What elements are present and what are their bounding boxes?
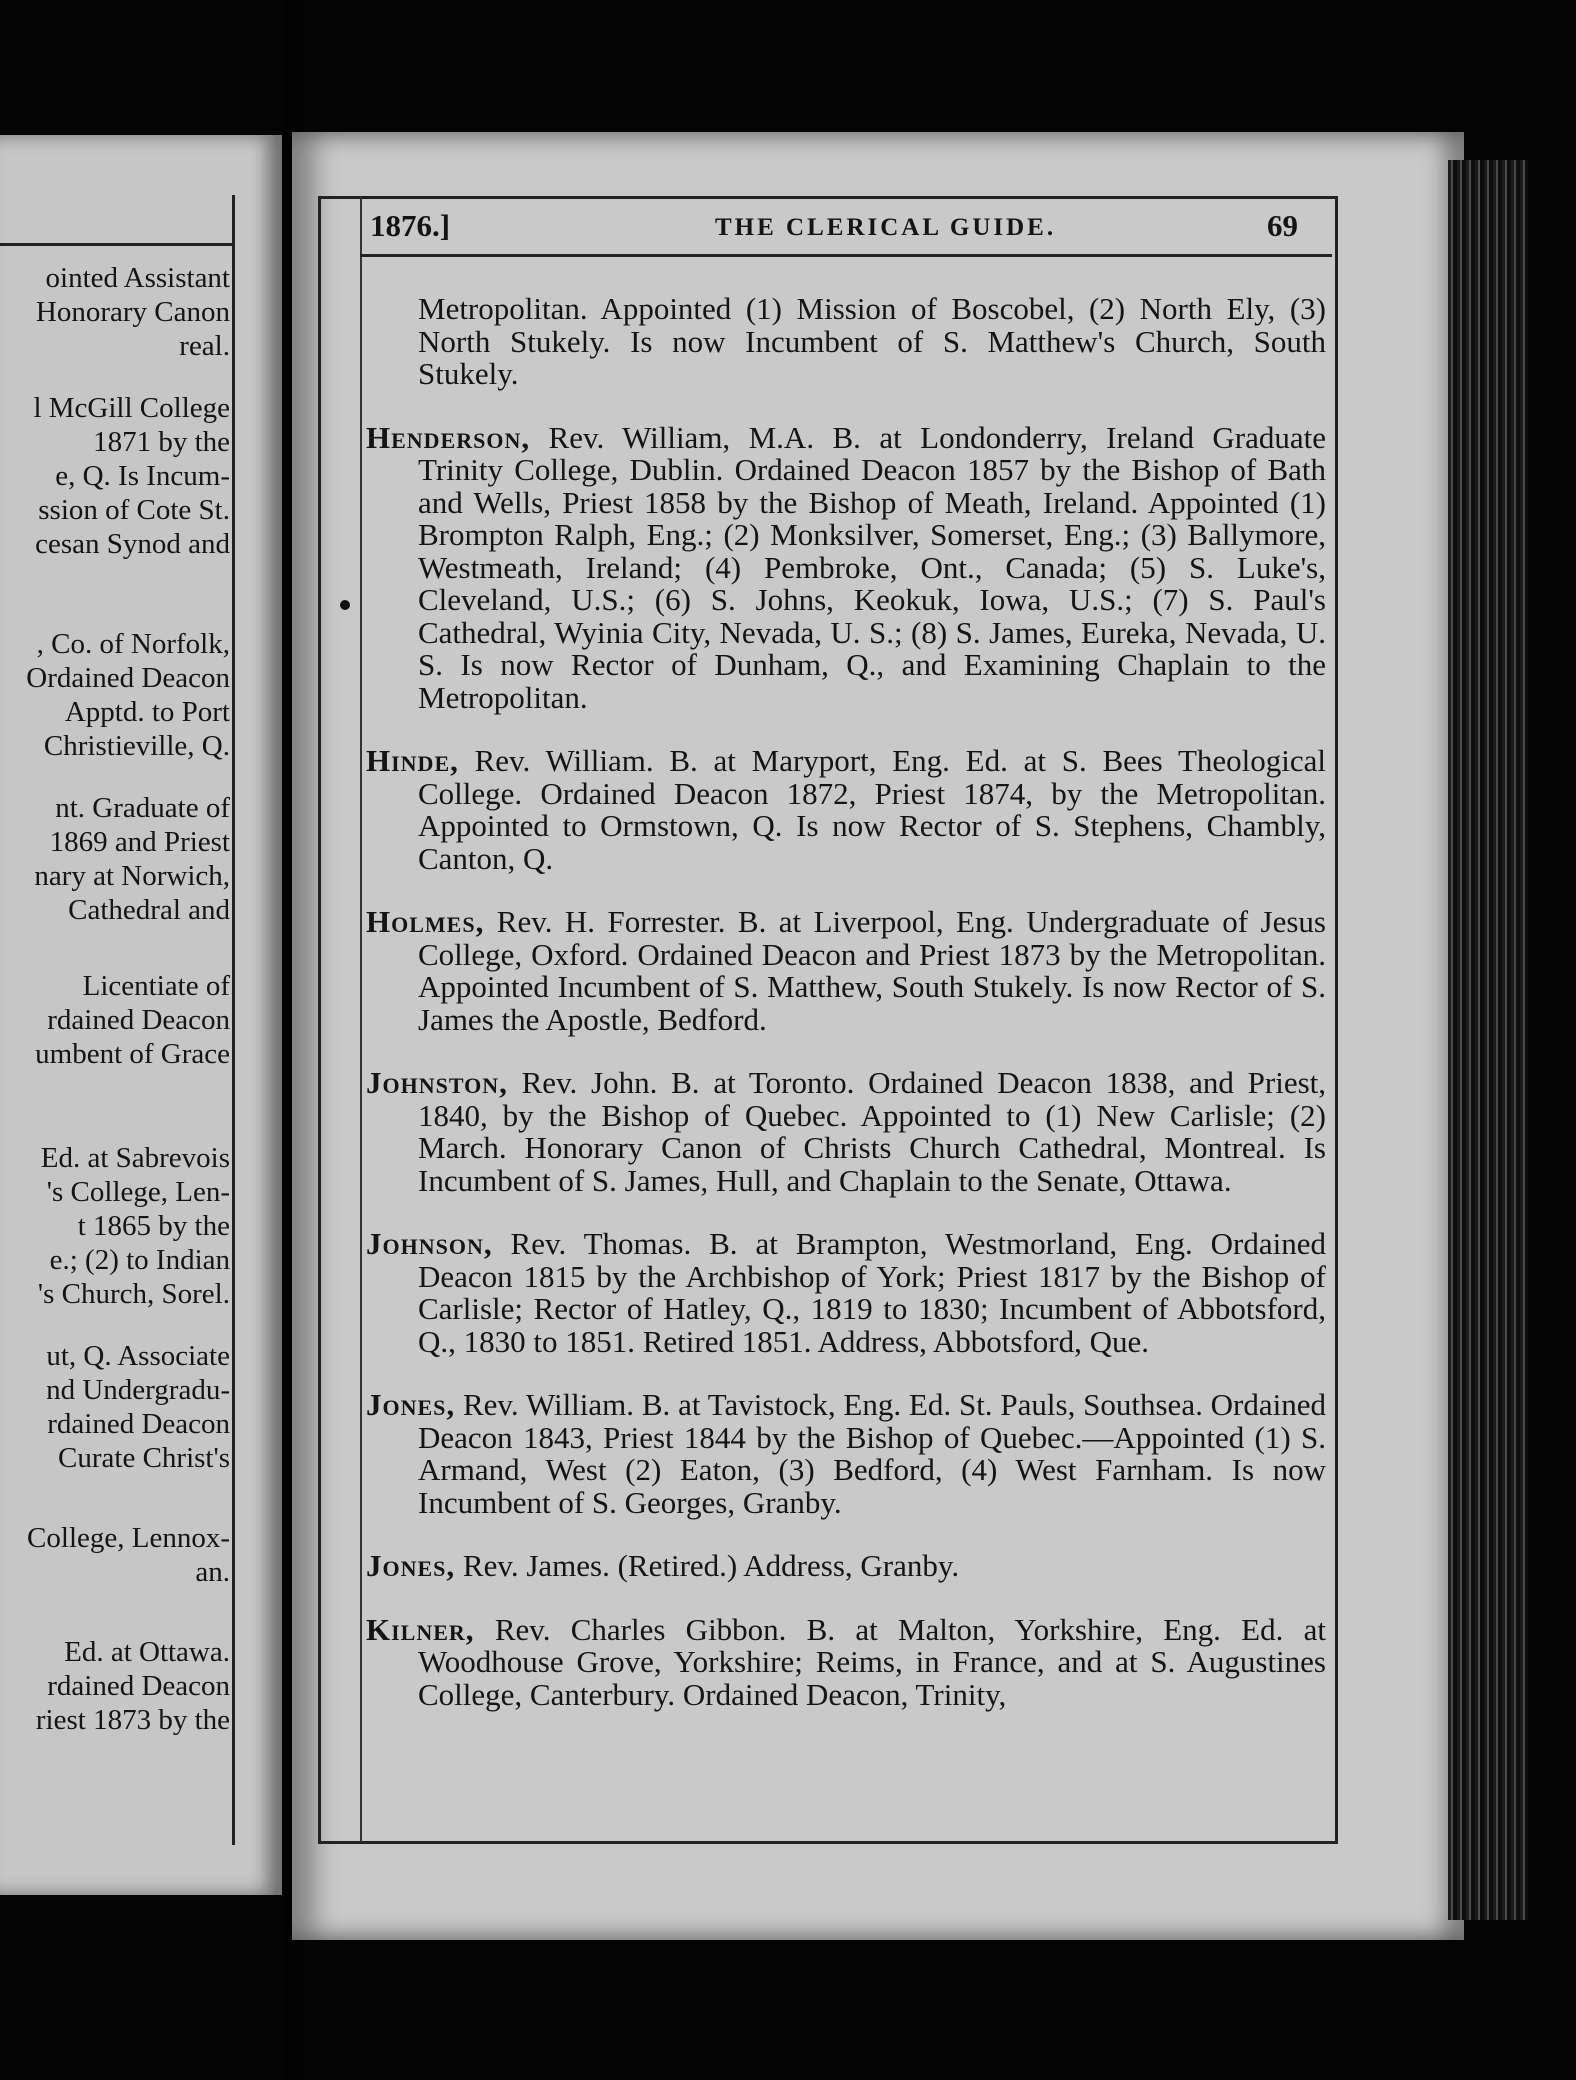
entry-surname: Johnson, [366,1226,493,1261]
entry-surname: Holmes, [366,904,485,939]
left-page-line: College, Lennox- [27,1522,230,1554]
entry-jones-james [366,1550,1326,1583]
left-page-line: rdained Deacon [47,1004,230,1036]
entry-text: Rev. Charles Gibbon. B. at Malton, Yorkshire, Eng. Ed. at Woodhouse Grove, Yorkshire; Reims, in France, and at S. Augustines College, Canterbury. Ordained Deacon, Trinity, [418,1611,1326,1712]
entry-surname: Johnston, [366,1065,508,1100]
left-page-line: , Co. of Norfolk, [36,628,230,660]
entry-holmes [366,906,1326,1036]
entry-kilner [366,1611,1326,1712]
entry-text: Rev. John. B. at Toronto. Ordained Deacon 1838, and Priest, 1840, by the Bishop of Quebec. Appointed to (1) New Carlisle; (2) March. Honorary Canon of Christs Church Cathedral, Montreal. Is Incumbent of S. James, Hull, and Chaplain to the Senate, Ottawa. [418,1065,1326,1198]
entry-johnson [366,1228,1326,1358]
left-page-line: nary at Norwich, [34,860,230,892]
entry-surname: Jones, [366,1548,456,1583]
entry-henderson [366,419,1326,715]
entry-text: Rev. Thomas. B. at Brampton, Westmorland, Eng. Ordained Deacon 1815 by the Archbishop of York; Priest 1817 by the Bishop of Carlisle; Rector of Hatley, Q., 1819 to 1830; Incumbent of Abbotsford, Q., 1830 to 1851. Retired 1851. Address, Abbotsford, Que. [418,1226,1326,1359]
page-edges [1448,160,1528,1920]
left-page-line: 1869 and Priest [49,826,230,858]
entry-continuation [366,293,1326,391]
left-page-line: real. [179,330,230,362]
left-page-line: Christieville, Q. [43,730,230,762]
left-page-line: 's College, Len- [46,1176,230,1208]
header-year: 1876.] [370,208,451,243]
entry-surname: Henderson, [366,419,531,455]
left-page-line: Licentiate of [82,970,230,1002]
left-page-line: Cathedral and [68,894,230,926]
left-page-rule [232,195,235,1845]
entry-surname: Hinde, [366,743,459,778]
left-page-line: ssion of Cote St. [38,494,230,526]
left-page-line: an. [195,1556,230,1588]
left-page-line: ointed Assistant [45,262,230,294]
entry-text: Rev. James. (Retired.) Address, Granby. [455,1548,960,1583]
left-page-line: l McGill College [33,392,230,424]
entry-list [366,262,1326,1735]
entry-surname: Jones, [366,1387,456,1422]
left-page-line: rdained Deacon [47,1670,230,1702]
left-page-line: nt. Graduate of [55,792,230,824]
left-page-line: Ed. at Sabrevois [40,1142,230,1174]
entry-surname: Kilner, [366,1611,475,1647]
entry-text: Metropolitan. Appointed (1) Mission of Boscobel, (2) North Ely, (3) North Stukely. Is now Incumbent of S. Matthew's Church, South Stukely. [418,291,1326,391]
entry-johnston [366,1067,1326,1197]
left-page-line: Apptd. to Port [64,696,230,728]
entry-text: Rev. William. B. at Tavistock, Eng. Ed. St. Pauls, Southsea. Ordained Deacon 1843, Priest 1844 by the Bishop of Quebec.—Appointed (1) S. Armand, West (2) Eaton, (3) Bedford, (4) West Farnham. Is now Incumbent of S. Georges, Granby. [418,1387,1326,1520]
entry-text: Rev. William. B. at Maryport, Eng. Ed. at S. Bees Theological College. Ordained Deacon 1872, Priest 1874, by the Metropolitan. Appointed to Ormstown, Q. Is now Rector of S. Stephens, Chambly, Canton, Q. [418,743,1326,876]
left-page-line: e.; (2) to Indian [49,1244,230,1276]
left-page-line: e, Q. Is Incum- [55,460,230,492]
left-page-line: riest 1873 by the [35,1704,230,1736]
entry-jones-william [366,1389,1326,1519]
left-page-line: t 1865 by the [77,1210,230,1242]
header-title: THE CLERICAL GUIDE. [715,214,1057,241]
entry-text: Rev. William, M.A. B. at Londonderry, Ireland Graduate Trinity College, Dublin. Ordained Deacon 1857 by the Bishop of Bath and Wells, Priest 1858 by the Bishop of Meath, Ireland. Appointed (1) Brompton Ralph, Eng.; (2) Monksilver, Somerset, Eng.; (3) Ballymore, Westmeath, Ireland; (4) Pembroke, Ont., Canada; (5) S. Luke's, Cleveland, U.S.; (6) S. Johns, Keokuk, Iowa, U.S.; (7) S. Paul's Cathedral, Wyinia City, Nevada, U. S.; (8) S. James, Eureka, Nevada, U. S. Is now Rector of Dunham, Q., and Examining Chaplain to the Metropolitan. [418,419,1326,715]
left-page-header-rule [0,243,234,246]
left-page-line: nd Undergradu- [46,1374,230,1406]
left-page-line: Ed. at Ottawa. [64,1636,230,1668]
left-page-line: umbent of Grace [35,1038,230,1070]
left-page-line: Curate Christ's [58,1442,230,1474]
entry-hinde [366,745,1326,875]
page-frame-inner-rule [360,196,362,1842]
page-number: 69 [1267,208,1298,243]
left-page-line: rdained Deacon [47,1408,230,1440]
left-page-line: 's Church, Sorel. [37,1278,230,1310]
running-header [360,196,1332,257]
left-page-line: cesan Synod and [35,528,230,560]
left-page-line: Ordained Deacon [26,662,230,694]
left-page-line: ut, Q. Associate [46,1340,230,1372]
left-page-line: 1871 by the [93,426,230,458]
left-page-line: Honorary Canon [35,296,230,328]
bullet-mark [340,600,350,610]
entry-text: Rev. H. Forrester. B. at Liverpool, Eng. Undergraduate of Jesus College, Oxford. Ordained Deacon and Priest 1873 by the Metropolitan. Appointed Incumbent of S. Matthew, South Stukely. Is now Rector of S. James the Apostle, Bedford. [418,904,1326,1037]
